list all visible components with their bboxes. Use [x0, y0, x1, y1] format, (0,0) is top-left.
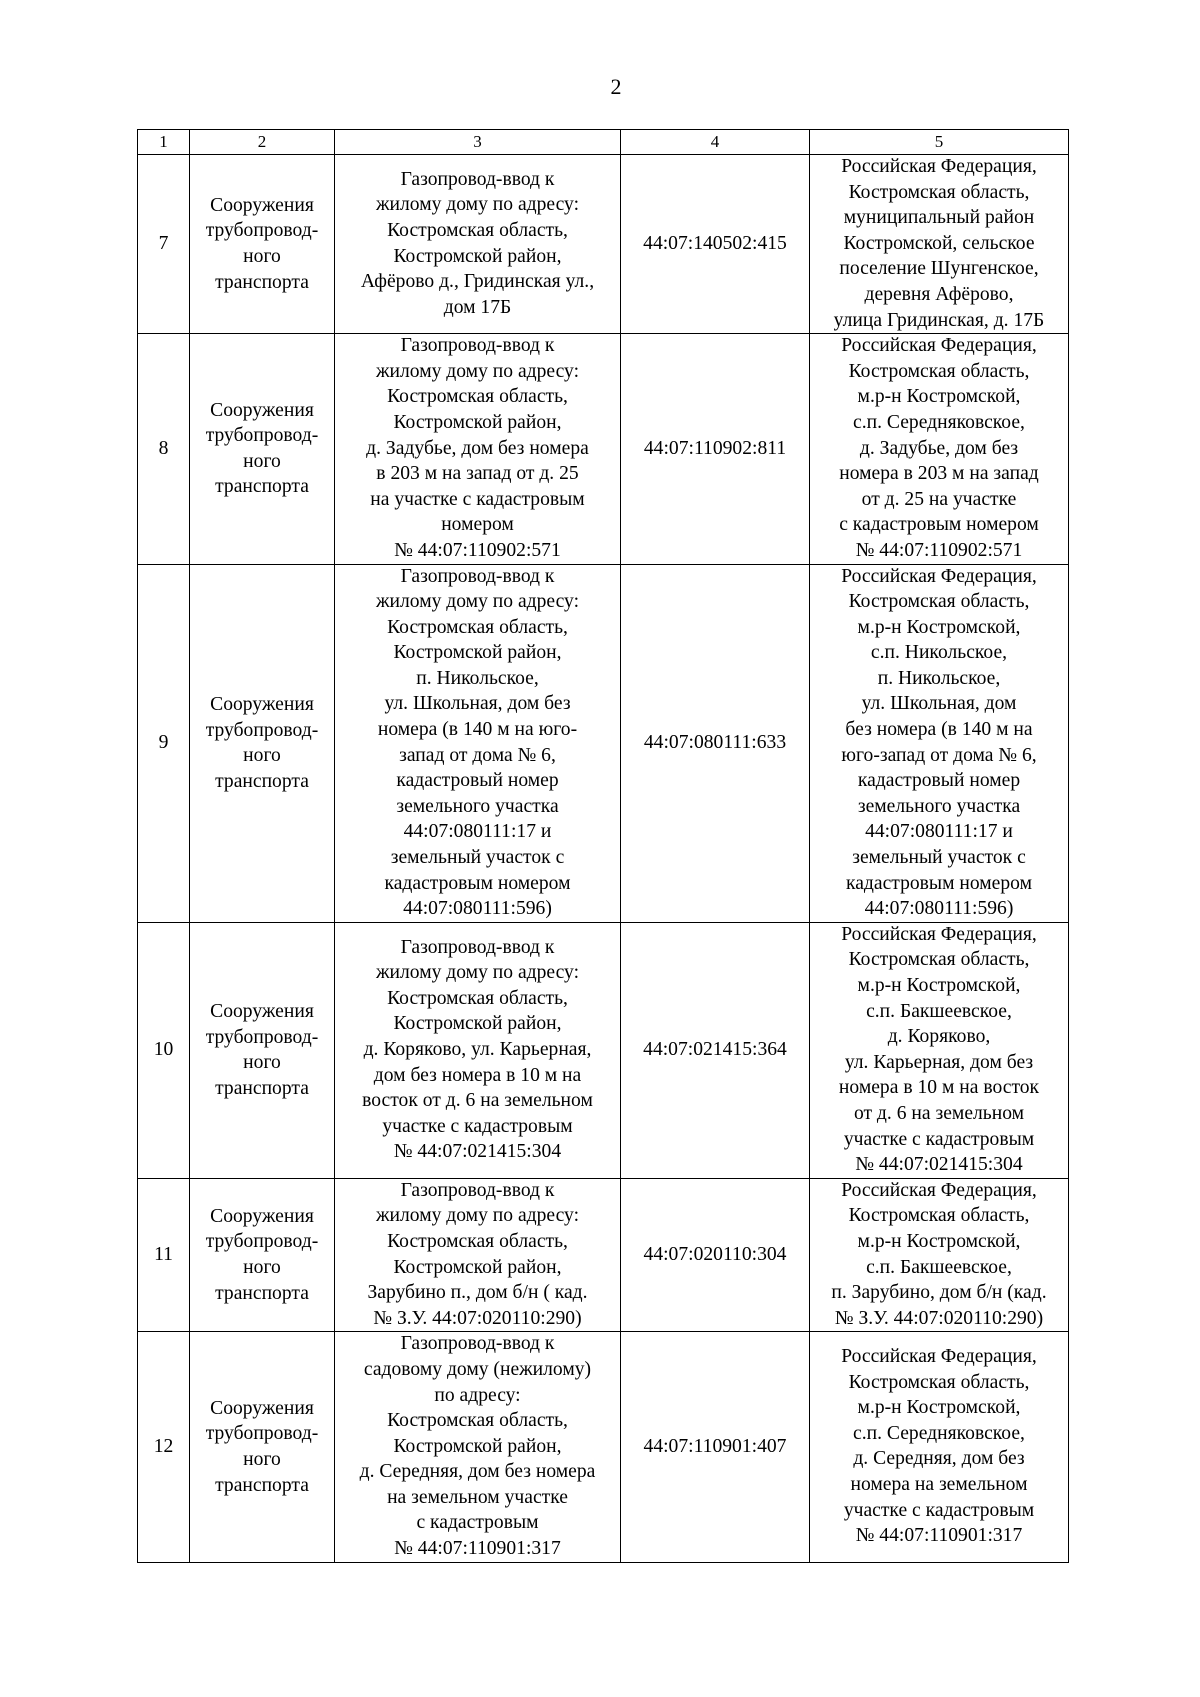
object-name: Газопровод-ввод к садовому дому (нежилому) по адресу: Костромская область, Костромской район, д. Середняя, дом без номера на земельном участке с кадастровым № 44:07:110901:317: [359, 1333, 596, 1560]
table-row: [138, 334, 1069, 564]
object-type: Сооружения трубопровод- ного транспорта: [205, 1397, 319, 1496]
table-row: [138, 922, 1069, 1178]
column-number: 5: [810, 130, 1069, 155]
row-number: 12: [138, 1332, 190, 1562]
cadastral-number: 44:07:110902:811: [621, 334, 810, 564]
cadastral-number: 44:07:020110:304: [621, 1178, 810, 1332]
object-type: Сооружения трубопровод- ного транспорта: [205, 194, 319, 293]
registry-table: [137, 129, 1069, 1563]
table-row: [138, 564, 1069, 922]
object-name: Газопровод-ввод к жилому дому по адресу: Костромская область, Костромской район, п. Никольское, ул. Школьная, дом без номера (в 140 м на юго- запад от дома № 6, кадастровый номер земельного участка 44:07:080111:17 и земельный участок с кадастровым номером 44:07:080111:596): [375, 565, 580, 920]
object-address: Российская Федерация, Костромская область, м.р-н Костромской, с.п. Никольское, п. Никольское, ул. Школьная, дом без номера (в 140 м на юго-запад от дома № 6, кадастровый номер земельного участка 44:07:080111:17 и земельный участок с кадастровым номером 44:07:080111:596): [841, 565, 1037, 920]
table-row: [138, 1332, 1069, 1562]
object-address-cell: [810, 564, 1069, 922]
object-name: Газопровод-ввод к жилому дому по адресу: Костромская область, Костромской район, Афёрово д., Гридинская ул., дом 17Б: [360, 168, 595, 318]
object-name-cell: [335, 922, 621, 1178]
object-type-cell: [190, 1178, 335, 1332]
object-name-cell: [335, 155, 621, 334]
column-number-row: [138, 130, 1069, 155]
object-type-cell: [190, 334, 335, 564]
object-name: Газопровод-ввод к жилому дому по адресу: Костромская область, Костромской район, Зарубино п., дом б/н ( кад. № З.У. 44:07:020110:290): [367, 1179, 588, 1329]
object-address: Российская Федерация, Костромская область, м.р-н Костромской, с.п. Середняковское, д. Задубье, дом без номера в 203 м на запад от д. 25 на участке с кадастровым номером № 44:07:110902:571: [839, 335, 1039, 561]
object-address: Российская Федерация, Костромская область, м.р-н Костромской, с.п. Бакшеевское, п. Зарубино, дом б/н (кад. № З.У. 44:07:020110:290): [831, 1179, 1047, 1329]
object-type-cell: [190, 564, 335, 922]
column-number: 1: [138, 130, 190, 155]
object-name-cell: [335, 334, 621, 564]
row-number: 11: [138, 1178, 190, 1332]
object-name-cell: [335, 564, 621, 922]
object-type-cell: [190, 922, 335, 1178]
column-number: 3: [335, 130, 621, 155]
object-type: Сооружения трубопровод- ного транспорта: [205, 1205, 319, 1304]
object-name: Газопровод-ввод к жилому дому по адресу: Костромская область, Костромской район, д. Задубье, дом без номера в 203 м на запад от д. 25 на участке с кадастровым номером № 44:07:110902:571: [366, 335, 589, 561]
column-number: 2: [190, 130, 335, 155]
cadastral-number: 44:07:021415:364: [621, 922, 810, 1178]
object-type-cell: [190, 155, 335, 334]
object-address-cell: [810, 1332, 1069, 1562]
row-number: 10: [138, 922, 190, 1178]
object-type: Сооружения трубопровод- ного транспорта: [205, 399, 319, 498]
row-number: 8: [138, 334, 190, 564]
object-address: Российская Федерация, Костромская область, м.р-н Костромской, с.п. Середняковское, д. Середняя, дом без номера на земельном участке с кадастровым № 44:07:110901:317: [841, 1346, 1037, 1547]
table-row: [138, 1178, 1069, 1332]
row-number: 9: [138, 564, 190, 922]
cadastral-number: 44:07:080111:633: [621, 564, 810, 922]
table-row: [138, 155, 1069, 334]
object-name-cell: [335, 1178, 621, 1332]
row-number: 7: [138, 155, 190, 334]
cadastral-number: 44:07:110901:407: [621, 1332, 810, 1562]
cadastral-number: 44:07:140502:415: [621, 155, 810, 334]
column-number: 4: [621, 130, 810, 155]
object-address-cell: [810, 922, 1069, 1178]
page-number: 2: [610, 74, 622, 99]
object-address-cell: [810, 155, 1069, 334]
object-name: Газопровод-ввод к жилому дому по адресу: Костромская область, Костромской район, д. Коряково, ул. Карьерная, дом без номера в 10 м на восток от д. 6 на земельном участке с кадастровым № 44:07:021415:304: [362, 936, 593, 1163]
object-type: Сооружения трубопровод- ного транспорта: [205, 693, 319, 792]
object-type: Сооружения трубопровод- ного транспорта: [205, 1001, 319, 1099]
object-name-cell: [335, 1332, 621, 1562]
object-address: Российская Федерация, Костромская область, муниципальный район Костромской, сельское поселение Шунгенское, деревня Афёрово, улица Гридинская, д. 17Б: [833, 156, 1045, 331]
object-address-cell: [810, 334, 1069, 564]
object-type-cell: [190, 1332, 335, 1562]
object-address-cell: [810, 1178, 1069, 1332]
object-address: Российская Федерация, Костромская область, м.р-н Костромской, с.п. Бакшеевское, д. Коряково, ул. Карьерная, дом без номера в 10 м на восток от д. 6 на земельном участке с кадастровым № 44:07:021415:304: [838, 923, 1040, 1176]
